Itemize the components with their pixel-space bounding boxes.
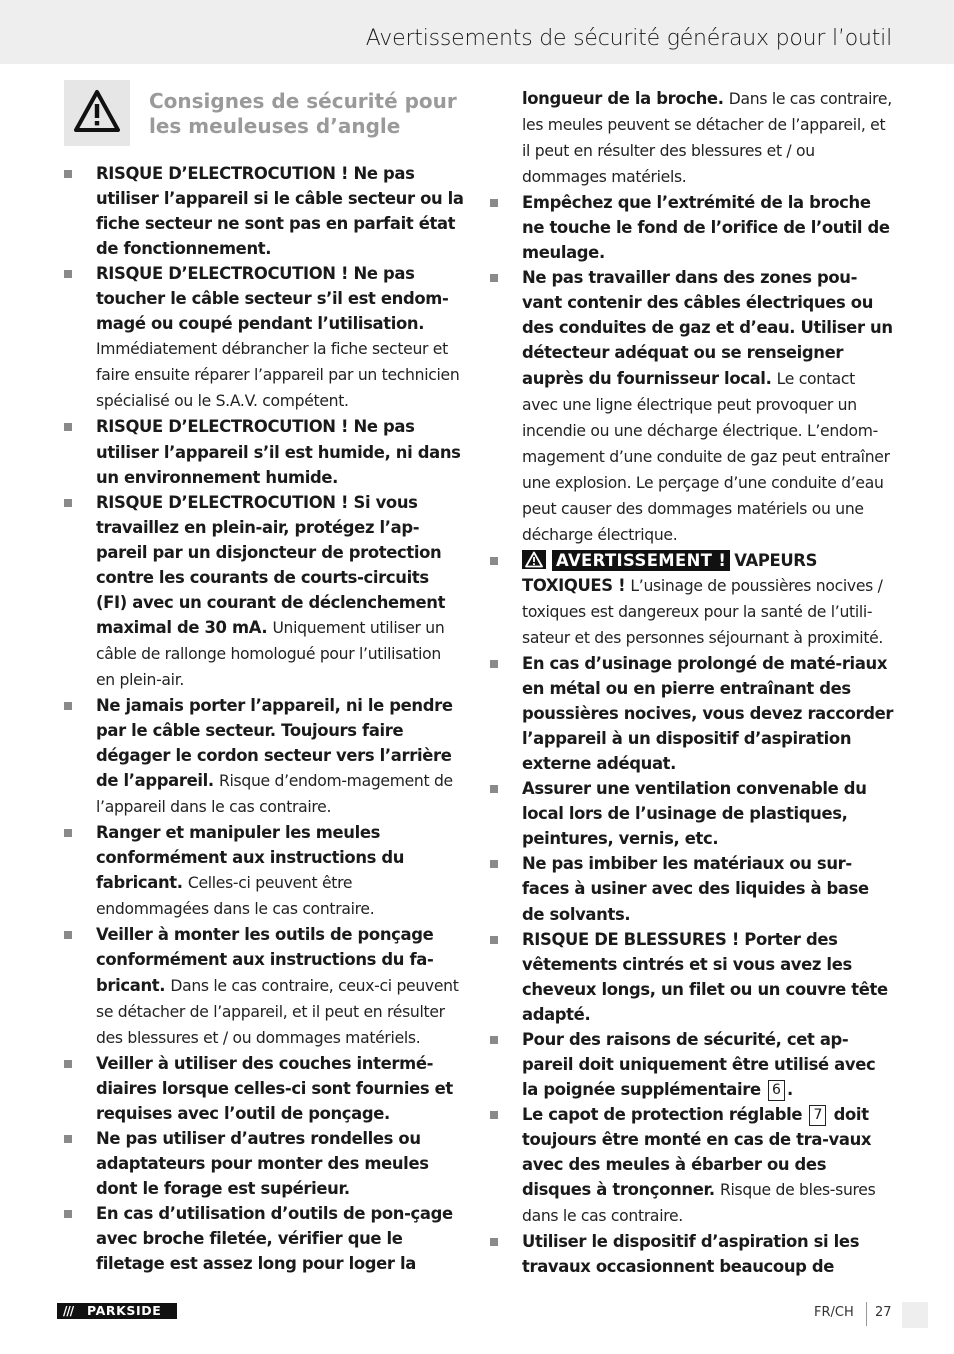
list-item-continuation: longueur de la broche. Dans le cas contraire, les meules peuvent se détacher de l’appareil, et il peut en résulter des blessures et / ou dommages matériels.: [522, 89, 892, 187]
list-item: Utiliser le dispositif d’aspiration si les travaux occasionnent beaucoup de: [490, 1229, 894, 1279]
bullet-icon: [64, 1135, 72, 1143]
bullet-icon: [64, 170, 72, 178]
list-item: Ne pas imbiber les matériaux ou sur-faces à usiner avec des liquides à base de solvants.: [490, 851, 894, 926]
header-title: Avertissements de sécurité généraux pour l’outil: [365, 26, 892, 51]
list-item: Le capot de protection réglable 7 doit toujours être monté en cas de tra-vaux avec des meules à ébarber ou des disques à tronçonner. Risque de bles-sures dans le cas contraire.: [490, 1102, 894, 1229]
footer-tab: [902, 1302, 928, 1328]
bullet-icon: [64, 702, 72, 710]
list-item: RISQUE DE BLESSURES ! Porter des vêtements cintrés et si vous avez les cheveux longs, un filet ou un couvre tête adapté.: [490, 927, 894, 1027]
list-item: Ranger et manipuler les meules conformément aux instructions du fabricant. Celles-ci peuvent être endommagées dans le cas contraire.: [64, 820, 464, 922]
page-number: 27: [875, 1305, 892, 1320]
bullet-icon: [64, 423, 72, 431]
bullet-icon: [490, 936, 498, 944]
bullet-icon: [490, 1036, 498, 1044]
list-item: RISQUE D’ELECTROCUTION ! Si vous travaillez en plein-air, protégez l’ap-pareil par un disjoncteur de protection contre les courants de courts-circuits (FI) avec un courant de déclenchement maximal de 30 mA. Uniquement utiliser un câble de rallonge homologué pour l’utilisation en plein-air.: [64, 490, 464, 693]
parkside-logo: [57, 1303, 177, 1319]
list-item: RISQUE D’ELECTROCUTION ! Ne pas utiliser l’appareil s’il est humide, ni dans un environnement humide.: [64, 414, 464, 489]
list-item: Veiller à monter les outils de ponçage conformément aux instructions du fa-bricant. Dans le cas contraire, ceux-ci peuvent se détacher de l’appareil, et il peut en résulter des blessures et / ou dommages matériels.: [64, 922, 464, 1050]
section-title: Consignes de sécurité pour les meuleuses d’angle: [149, 89, 457, 138]
bullet-icon: [490, 860, 498, 868]
list-item: En cas d’utilisation d’outils de pon-çage avec broche filetée, vérifier que le filetage est assez long pour loger la: [64, 1201, 464, 1276]
bullet-icon: [490, 1238, 498, 1246]
bullet-icon: [490, 557, 498, 565]
list-item: En cas d’usinage prolongé de maté-riaux en métal ou en pierre entraînant des poussières nocives, vous devez raccorder l’appareil à un dispositif d’aspiration externe adéquat.: [490, 651, 894, 776]
list-item: Ne pas travailler dans des zones pou-vant contenir des câbles électriques ou des conduites de gaz et d’eau. Utiliser un détecteur adéquat ou se renseigner auprès du fournisseur local. Le contact avec une ligne électrique peut provoquer un incendie ou une décharge électrique. L’endom-magement d’une conduite de gaz peut entraîner une explosion. Le perçage d’une conduite d’eau peut causer des dommages matériels ou une décharge électrique.: [490, 265, 894, 548]
left-column: [64, 161, 464, 1276]
footer-language: FR/CH: [814, 1305, 854, 1320]
list-item: Ne jamais porter l’appareil, ni le pendre par le câble secteur. Toujours faire dégager le cordon secteur vers l’arrière de l’appareil. Risque d’endom-magement de l’appareil dans le cas contraire.: [64, 693, 464, 820]
logo-slashes: ///: [63, 1304, 74, 1318]
logo-brand: PARKSIDE: [87, 1303, 162, 1318]
bullet-icon: [64, 1060, 72, 1068]
list-item: RISQUE D’ELECTROCUTION ! Ne pas utiliser l’appareil si le câble secteur ou la fiche secteur ne sont pas en parfait état de fonctionnement.: [64, 161, 464, 261]
warning-label: AVERTISSEMENT !: [552, 550, 730, 571]
list-item: Pour des raisons de sécurité, cet ap-pareil doit uniquement être utilisé avec la poignée supplémentaire 6 .: [490, 1027, 894, 1102]
bullet-icon: [490, 1111, 498, 1119]
part-reference: 7: [809, 1105, 826, 1126]
list-item: Empêchez que l’extrémité de la broche ne touche le fond de l’orifice de l’outil de meulage.: [490, 190, 894, 265]
list-item: Ne pas utiliser d’autres rondelles ou adaptateurs pour monter des meules dont le forage est supérieur.: [64, 1126, 464, 1201]
page-header: [0, 0, 954, 64]
right-column: [490, 86, 894, 1279]
warning-box: [64, 80, 130, 146]
bullet-icon: [490, 274, 498, 282]
list-item: Veiller à utiliser des couches intermé-diaires lorsque celles-ci sont fournies et requises avec l’outil de ponçage.: [64, 1051, 464, 1126]
bullet-icon: [64, 829, 72, 837]
bullet-icon: [64, 931, 72, 939]
warning-triangle-icon: [522, 550, 546, 569]
bullet-icon: [64, 499, 72, 507]
footer-divider: [866, 1302, 867, 1326]
warning-triangle-icon: [73, 89, 121, 133]
bullet-icon: [490, 199, 498, 207]
bullet-icon: [490, 785, 498, 793]
list-item: Assurer une ventilation convenable du local lors de l’usinage de plastiques, peintures, vernis, etc.: [490, 776, 894, 851]
bullet-icon: [490, 660, 498, 668]
bullet-icon: [64, 270, 72, 278]
list-item: RISQUE D’ELECTROCUTION ! Ne pas toucher le câble secteur s’il est endom-magé ou coupé pendant l’utilisation. Immédiatement débrancher la fiche secteur et faire ensuite réparer l’appareil par un technicien spécialisé ou le S.A.V. compétent.: [64, 261, 464, 414]
bullet-icon: [64, 1210, 72, 1218]
part-reference: 6: [768, 1080, 785, 1101]
warning-list-item: AVERTISSEMENT ! VAPEURS TOXIQUES ! L’usinage de poussières nocives / toxiques est dangereux pour la santé de l’utili-sateur et des personnes séjournant à proximité.: [490, 548, 894, 651]
